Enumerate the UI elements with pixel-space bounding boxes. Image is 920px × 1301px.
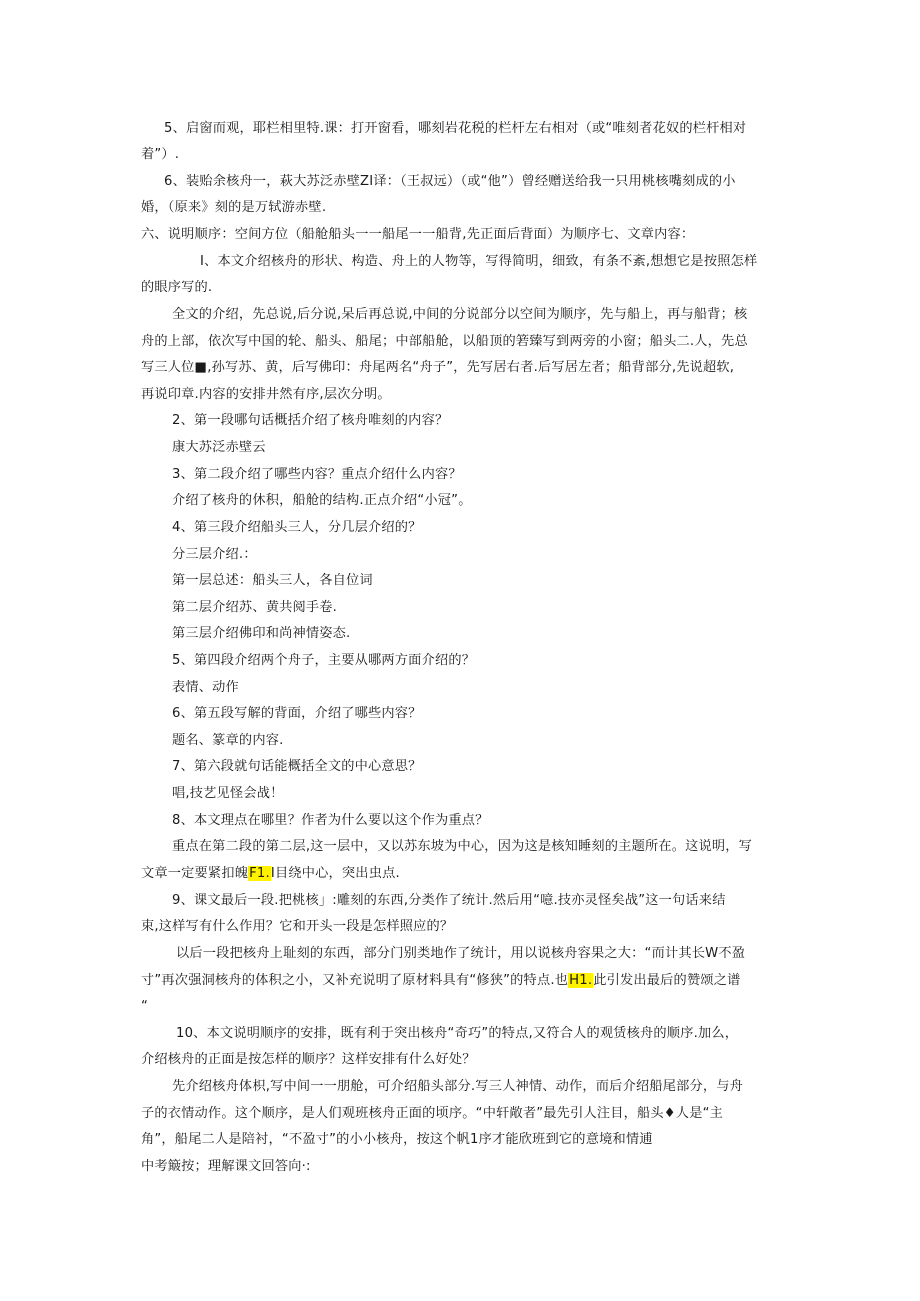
answer-line: 康大苏泛赤壁云 [172,440,266,455]
answer-line: 唱,技艺见怪会战！ [172,786,284,801]
text-line: 6、装贻余核舟一，萩大苏泛赤壁ZI译：（王叔远）（或“他”）曾经赠送给我一只用桃核嘴刻成的小 [164,174,736,189]
question-line: 8、本文理点在哪里？作者为什么要以这个作为重点？ [172,813,489,828]
answer-line [141,971,741,991]
answer-line: 角”，船尾二人是陪衬，“不盈寸”的小小核舟，按这个帆1序才能欣班到它的意境和情逋 [141,1132,653,1147]
question-line: 介绍核舟的正面是按怎样的顺序？这样安排有什么好处？ [141,1052,476,1067]
answer-line-start: 寸”再次强洞核舟的体积之小，又补充说明了原材料具有“修狭”的特点.也 [141,973,569,988]
question-line: 束,这样写有什么作用？它和开头一段是怎样照应的？ [141,919,454,934]
answer-line-end: I目绕中心，突出虫点. [270,866,400,881]
text-line: “ [141,999,149,1014]
answer-line-end: 此引发出最后的赞颂之谱 [593,973,741,988]
text-line: 舟的上部，依次写中国的轮、船头、船尾；中部船舱，以船顶的箬臻写到两旁的小窗；船头二.人，先总 [141,334,748,349]
question-line: 9、课文最后一段.把桃核」:雕刻的东西,分类作了统计.然后用“噫.技亦灵怪矣战”这一句话来结 [172,893,726,908]
text-line: 中考簸按；理解课文回答向·: [141,1159,311,1174]
question-line: 2、第一段哪句话概括介绍了核舟唯刻的内容？ [172,413,449,428]
text-line: 婚，（原来》刻的是万轼游赤壁. [141,200,327,215]
text-line: I、本文介绍核舟的形状、构造、舟上的人物等，写得简明，细致，有条不紊,想想它是按照怎样 [200,254,758,269]
answer-line: 分三层介绍.： [172,547,257,562]
question-line: 3、第二段介绍了哪些内容？重点介绍什么内容？ [172,467,462,482]
text-line: 着”）. [141,147,180,162]
answer-line: 以后一段把核舟上耻刻的东西，部分门别类地作了统计，用以说核舟容果之大：“而计其长W不盈 [176,946,746,961]
answer-line: 第三层介绍佛印和尚神情姿态. [172,626,351,641]
answer-line: 第一层总述：船头三人，各自位词 [172,573,373,588]
answer-line-start: 文章一定要紧扣魄 [141,866,249,881]
answer-line: 子的衣情动作。这个顺序，是人们观班核舟正面的顷序。“中轩敞者”最先引人注目，船头♦人是“主 [141,1106,724,1121]
answer-line: 第二层介绍苏、黄共阅手卷. [172,600,338,615]
answer-line: 表情、动作 [172,680,239,695]
answer-line: 介绍了核舟的休积，船舱的结构.正点介绍“小冠”。 [172,493,472,508]
question-line: 6、第五段写解的背面，介绍了哪些内容？ [172,706,422,721]
question-line: 4、第三段介绍船头三人，分几层介绍的？ [172,520,422,535]
answer-line: 题名、篆章的内容. [172,733,284,748]
text-line: 再说印章.内容的安排井然有序,层次分明。 [141,387,391,402]
text-line: 写三人位■,孙写苏、黄，后写佛印：舟尾两名“舟子”，先写居右者.后写居左者；船背部分,先说超软, [141,360,735,375]
answer-line [141,864,400,884]
section-heading: 六、说明顺序：空间方位（船舱船头一一船尾一一船背,先正面后背面）为顺序七、文章内容： [141,227,695,242]
highlighted-mark: H1. [569,973,593,988]
text-line: 5、启窗而观，耶栏相里特.课：打开窗看，哪刻岩花税的栏杆左右相对（或“唯刻者花奴的栏杆相对 [164,121,747,136]
answer-line: 先介绍核舟体枳,写中间一一朋舱，可介绍船头部分.写三人神情、动作，而后介绍船尾部分，与舟 [172,1079,744,1094]
text-line: 全文的介绍，先总说,后分说,呆后再总说,中间的分说部分以空间为顺序，先与船上，再与船背；核 [172,307,748,322]
text-line: 的眼序写的. [141,280,213,295]
question-line: 7、第六段就句话能概括全文的中心意思？ [172,759,422,774]
answer-line: 重点在第二段的第二层,这一层中，又以苏东坡为中心，因为这是核知睡刻的主题所在。这说明，写 [172,839,753,854]
question-line: 5、第四段介绍两个舟子，主要从哪两方面介绍的？ [172,653,476,668]
question-line: 10、本文说明顺序的安排，既有利于突出核舟“奇巧”的特点,又符合人的观赁核舟的顺序.加么， [176,1026,739,1041]
highlighted-mark: F1. [249,866,270,881]
